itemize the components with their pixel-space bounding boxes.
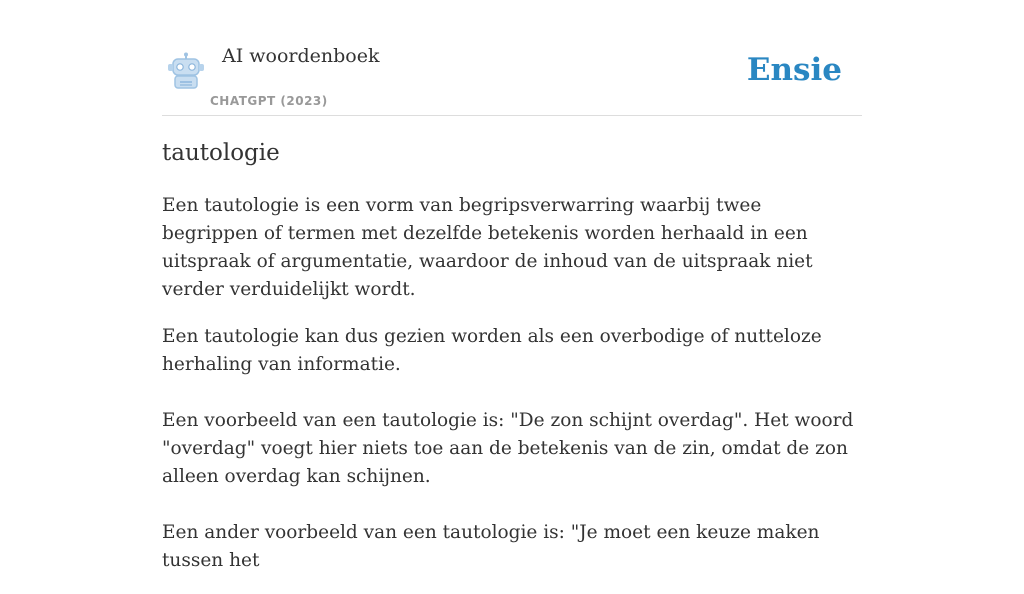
robot-icon bbox=[166, 52, 206, 90]
definition-paragraph: Een ander voorbeeld van een tautologie is: "Je moet een keuze maken tussen het bbox=[162, 522, 820, 571]
entry-definition bbox=[162, 192, 862, 594]
source-title[interactable]: AI woordenboek bbox=[222, 45, 380, 67]
entry-page bbox=[162, 0, 862, 571]
brand-logo[interactable]: Ensie bbox=[746, 52, 842, 88]
source-meta: CHATGPT (2023) bbox=[210, 94, 328, 108]
entry-header bbox=[162, 0, 862, 116]
definition-paragraph: Een tautologie kan dus gezien worden als een overbodige of nutteloze herhaling van informatie. bbox=[162, 326, 822, 375]
entry-term: tautologie bbox=[162, 140, 280, 166]
definition-paragraph: Een voorbeeld van een tautologie is: "De zon schijnt overdag". Het woord "overdag" voegt hier niets toe aan de betekenis van de zin, omdat de zon alleen overdag kan schijnen. bbox=[162, 410, 854, 487]
definition-paragraph: Een tautologie is een vorm van begripsverwarring waarbij twee begrippen of termen met dezelfde betekenis worden herhaald in een uitspraak of argumentatie, waardoor de inhoud van de uitspraak niet verder verduidelijkt wordt. bbox=[162, 195, 813, 300]
